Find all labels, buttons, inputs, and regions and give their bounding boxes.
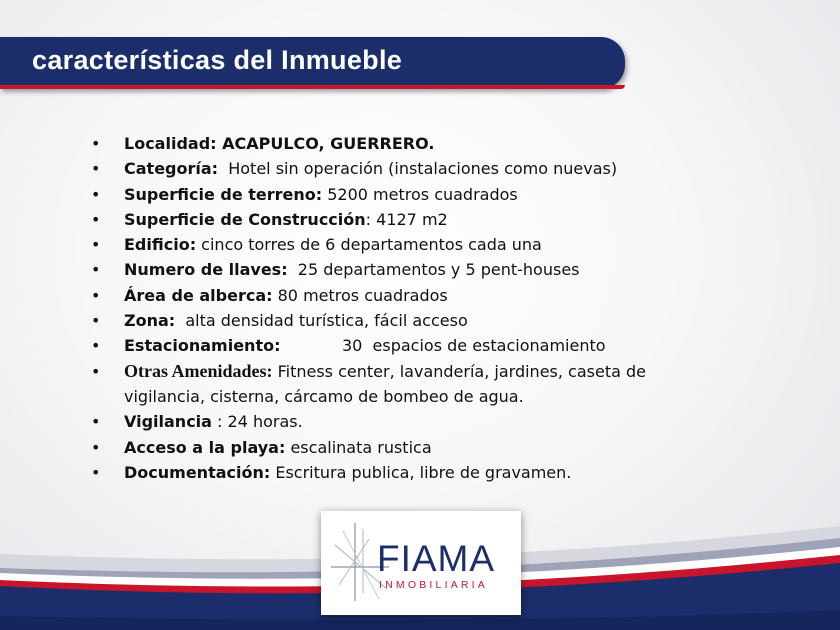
list-item <box>124 257 704 282</box>
feature-value: 5200 metros cuadrados <box>322 184 518 204</box>
list-item <box>124 232 704 257</box>
list-item <box>124 283 704 308</box>
feature-value: Fitness center, lavandería, jardines, caseta de vigilancia, cisterna, cárcamo de bombeo de agua. <box>124 361 646 406</box>
features-list <box>124 131 704 485</box>
feature-value: : 24 horas. <box>211 412 303 432</box>
list-item <box>124 333 704 358</box>
company-logo <box>321 511 521 615</box>
feature-value: Hotel sin operación (instalaciones como nuevas) <box>218 159 618 179</box>
feature-label: Numero de llaves: <box>124 260 288 280</box>
feature-label: Categoría: <box>124 159 219 179</box>
feature-value: 80 metros cuadrados <box>272 285 448 305</box>
feature-label: Estacionamiento: <box>124 336 281 356</box>
logo-subtitle: INMOBILIARIA <box>379 579 488 591</box>
list-item <box>124 131 704 156</box>
feature-value: Escritura publica, libre de gravamen. <box>270 462 572 482</box>
list-item <box>124 409 704 434</box>
feature-label: Localidad: ACAPULCO, GUERRERO. <box>124 134 435 153</box>
feature-label: Vigilancia <box>124 412 212 432</box>
feature-label: Documentación: <box>124 462 271 482</box>
feature-label: Acceso a la playa: <box>124 437 286 457</box>
feature-value: escalinata rustica <box>285 437 432 457</box>
title-bar <box>0 37 625 89</box>
list-item <box>124 460 704 485</box>
feature-label: Superficie de terreno: <box>124 184 323 204</box>
feature-label: Zona: <box>124 311 176 331</box>
feature-value: : 4127 m2 <box>365 209 448 229</box>
feature-value: alta densidad turística, fácil acceso <box>175 311 468 331</box>
feature-label: Otras Amenidades: <box>124 360 273 381</box>
feature-value: cinco torres de 6 departamentos cada una <box>196 235 542 255</box>
list-item <box>124 182 704 207</box>
feature-label: Superficie de Construcción <box>124 209 366 229</box>
feature-value: 30 espacios de estacionamiento <box>342 336 606 356</box>
list-item <box>124 308 704 333</box>
list-item <box>124 359 704 410</box>
feature-label: Edificio: <box>124 235 197 255</box>
list-item <box>124 435 704 460</box>
feature-label: Área de alberca: <box>124 285 273 305</box>
page-title: características del Inmueble <box>32 45 403 75</box>
list-item <box>124 207 704 232</box>
feature-value: 25 departamentos y 5 pent-houses <box>287 260 580 280</box>
list-item <box>124 156 704 181</box>
logo-name: FIAMA <box>377 538 496 579</box>
